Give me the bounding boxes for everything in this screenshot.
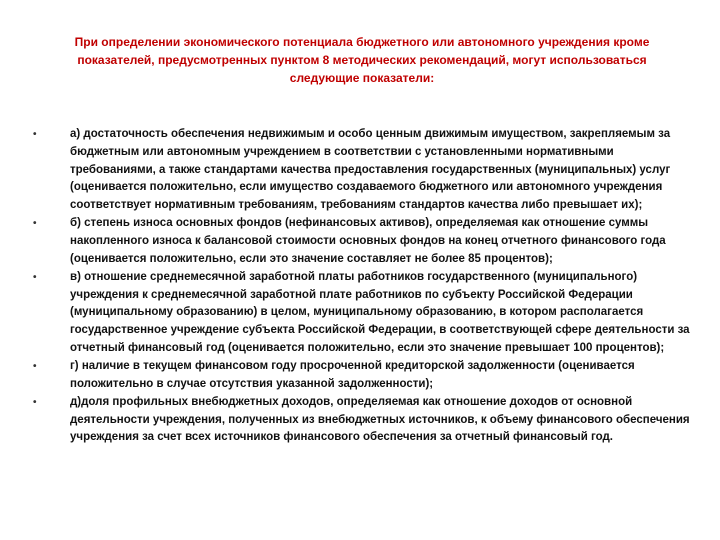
bullet-list [28, 126, 692, 447]
bullet-text: д)доля профильных внебюджетных доходов, определяемая как отношение доходов от основной деятельности учреждения, полученных из внебюджетных источников, к объему финансового обеспечения учреждения за счет всех источников финансового обеспечения за отчетный финансовый год. [70, 395, 690, 444]
bullet-text: а) достаточность обеспечения недвижимым и особо ценным движимым имуществом, закрепляемым за бюджетным или автономным учреждением в соответствии с установленными нормативными требованиями, а также стандартами качества предоставления государственных (муниципальных) услуг (оценивается положительно, если имущество создаваемого бюджетного или автономного учреждения соответствует нормативным требованиям, требованиям стандартов качества либо превышает их); [70, 128, 671, 212]
bullet-dot-icon: • [33, 271, 37, 283]
bullet-item-a [28, 126, 692, 215]
bullet-item-d [28, 358, 692, 394]
bullet-item-b [28, 215, 692, 268]
slide-title: При определении экономического потенциала бюджетного или автономного учреждения кроме показателей, предусмотренных пунктом 8 методических рекомендаций, могут использоваться следующие показатели: [74, 35, 650, 85]
bullet-dot-icon: • [33, 129, 37, 140]
bullet-text: б) степень износа основных фондов (нефинансовых активов), определяемая как отношение суммы накопленного износа к балансовой стоимости основных фондов на конец отчетного финансового года (оценивается положительно, если это значение составляет не более 85 процентов); [70, 217, 666, 265]
bullet-dot-icon: • [33, 360, 37, 372]
bullet-item-c [28, 269, 692, 358]
bullet-text: г) наличие в текущем финансовом году просроченной кредиторской задолженности (оценивается положительно в случае отсутствия указанной задолженности); [70, 359, 635, 390]
bullet-text: в) отношение среднемесячной заработной платы работников государственного (муниципального) учреждения к среднемесячной заработной плате работников по субъекту Российской Федерации (муниципальному образованию) в целом, муниципальному образованию, в котором располагается государственное учреждение субъекта Российской Федерации, в соответствующей сфере деятельности за отчетный финансовый год (оценивается положительно, если это значение превышает 100 процентов); [70, 270, 690, 354]
bullet-dot-icon: • [33, 218, 37, 230]
bullet-dot-icon: • [33, 396, 37, 408]
bullet-item-e [28, 394, 692, 447]
